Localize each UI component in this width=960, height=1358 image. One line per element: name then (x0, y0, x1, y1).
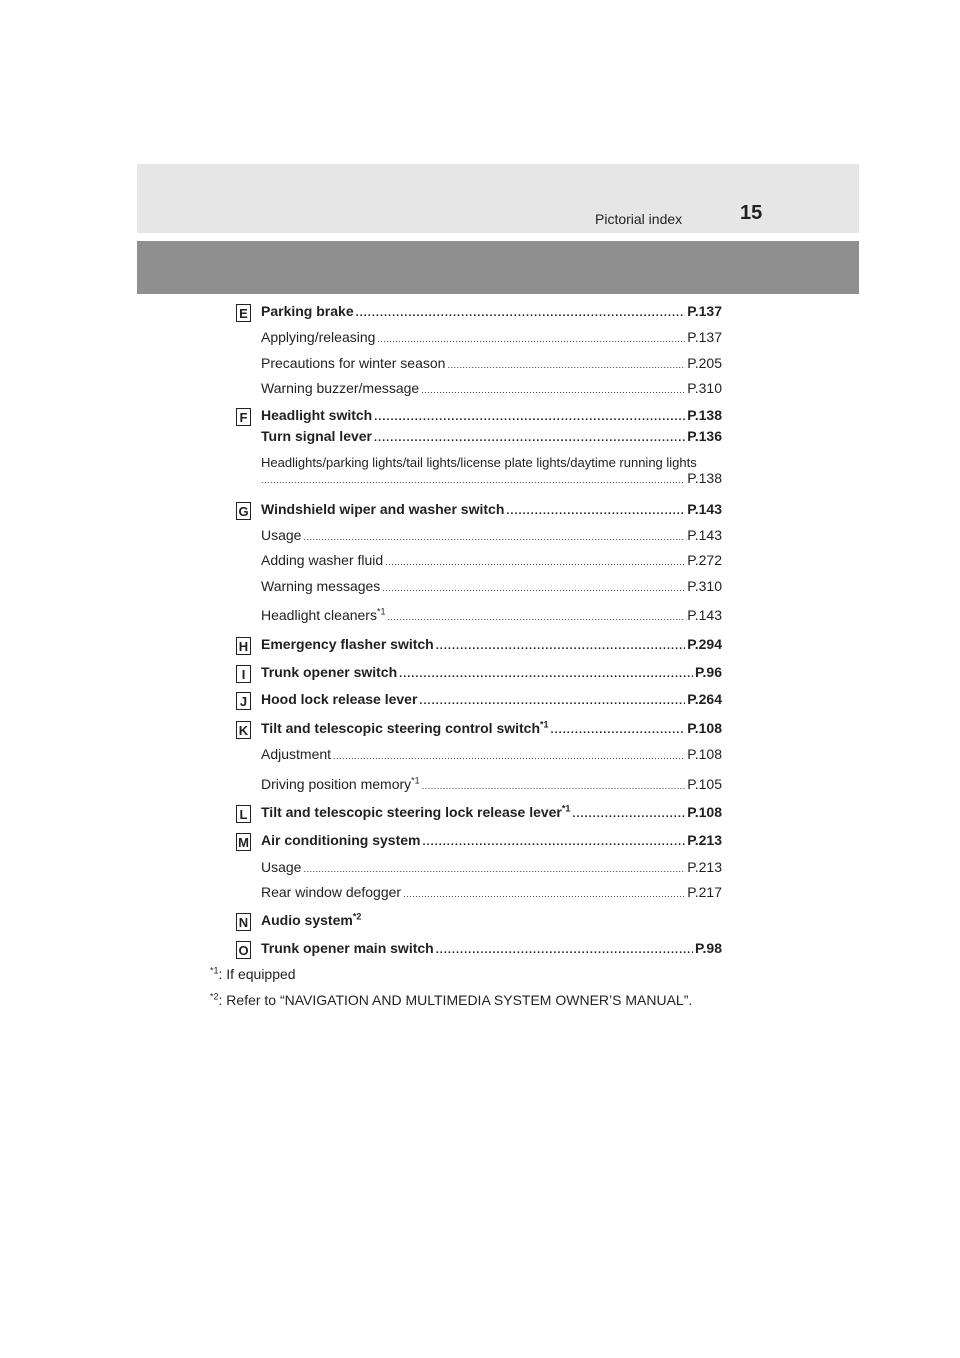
letter-badge-o: O (236, 941, 251, 959)
entry-warning-messages[interactable]: Warning messages ..... P.310 (261, 578, 722, 594)
entry-headlight-switch[interactable]: Headlight switch ..... P.138 (261, 407, 722, 423)
entry-adding-washer-fluid[interactable]: Adding washer fluid ..... P.272 (261, 552, 722, 568)
entry-wiper-washer-switch[interactable]: Windshield wiper and washer switch ..... P.143 (261, 501, 722, 517)
letter-badge-k: K (236, 721, 251, 739)
entry-applying-releasing[interactable]: Applying/releasing ..... P.137 (261, 329, 722, 345)
entry-adjustment[interactable]: Adjustment ..... P.108 (261, 746, 722, 762)
entry-trunk-opener-main-switch[interactable]: Trunk opener main switch ..... P.98 (261, 940, 722, 956)
letter-badge-m: M (236, 833, 251, 851)
footnote-navigation-manual: $^{*2}$: Refer to “NAVIGATION AND MULTIMEDIA SYSTEM OWNER’S MANUAL”. (210, 991, 693, 1008)
entry-hood-lock-release-lever[interactable]: Hood lock release lever ..... P.264 (261, 691, 722, 707)
entry-air-conditioning-system[interactable]: Air conditioning system ..... P.213 (261, 832, 722, 848)
footnote-if-equipped: $^{*1}$: If equipped (210, 965, 296, 982)
footnote-mark: *2 (352, 912, 362, 922)
footnote-mark: *1 (411, 776, 420, 786)
entry-trunk-opener-switch[interactable]: Trunk opener switch ..... P.96 (261, 664, 722, 680)
entry-rear-window-defogger[interactable]: Rear window defogger ..... P.217 (261, 884, 722, 900)
entry-audio-system[interactable]: Audio system$^{*2}$ (261, 912, 362, 928)
page-ref: P.137 (687, 303, 722, 319)
letter-badge-f: F (236, 408, 251, 426)
page-number: 15 (740, 202, 763, 224)
entry-parking-brake[interactable]: Parking brake ..... P.137 (261, 303, 722, 319)
entry-headlights-lights[interactable]: Headlights/parking lights/tail lights/license plate lights/daytime running lights ..... P.138 (261, 455, 722, 486)
entry-steering-lock-release-lever[interactable]: Tilt and telescopic steering lock release lever$^{*1}$ ..... P.108 (261, 804, 722, 820)
letter-badge-l: L (236, 805, 251, 823)
footnote-mark: *1 (540, 720, 549, 730)
entry-headlight-cleaners[interactable]: Headlight cleaners$^{*1}$ ..... P.143 (261, 607, 722, 623)
section-title: Pictorial index (595, 211, 683, 227)
entry-driving-position-memory[interactable]: Driving position memory$^{*1}$ ..... P.105 (261, 776, 722, 792)
entry-winter-precautions[interactable]: Precautions for winter season ..... P.205 (261, 355, 722, 371)
entry-steering-control-switch[interactable]: Tilt and telescopic steering control switch$^{*1}$ ..... P.108 (261, 720, 722, 736)
footnote-mark: *1 (561, 804, 571, 814)
entry-emergency-flasher-switch[interactable]: Emergency flasher switch ..... P.294 (261, 636, 722, 652)
letter-badge-h: H (236, 637, 251, 655)
entry-wiper-usage[interactable]: Usage ..... P.143 (261, 527, 722, 543)
letter-badge-g: G (236, 502, 251, 520)
entry-turn-signal-lever[interactable]: Turn signal lever ..... P.136 (261, 428, 722, 444)
letter-badge-e: E (236, 304, 251, 322)
entry-ac-usage[interactable]: Usage ..... P.213 (261, 859, 722, 875)
letter-badge-j: J (236, 692, 251, 710)
entry-warning-buzzer[interactable]: Warning buzzer/message ..... P.310 (261, 380, 722, 396)
letter-badge-i: I (236, 665, 251, 683)
letter-badge-n: N (236, 913, 251, 931)
footnote-mark: *1 (376, 607, 386, 617)
